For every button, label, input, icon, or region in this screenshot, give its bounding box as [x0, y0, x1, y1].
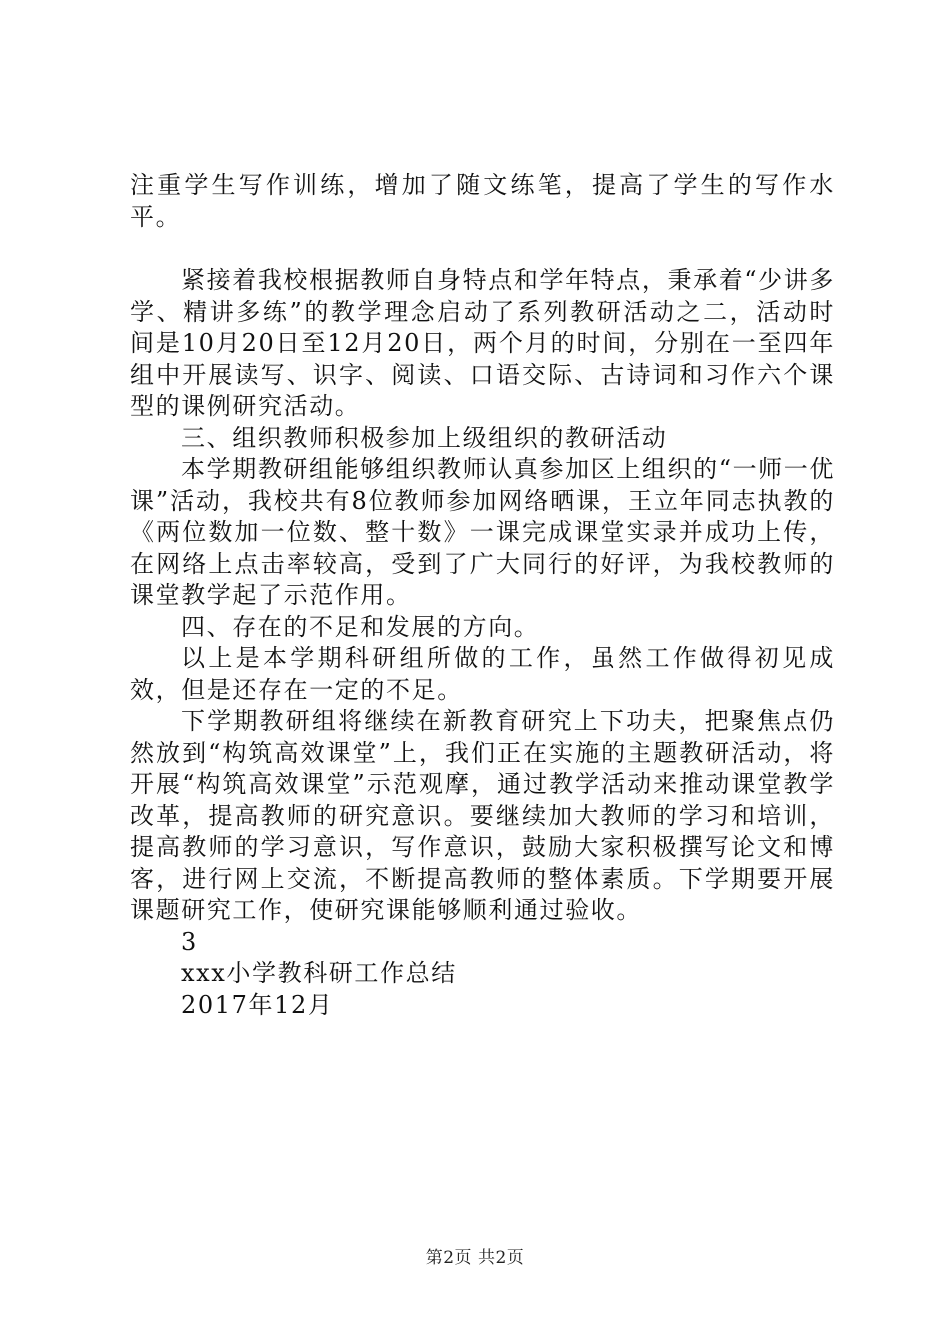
document-body	[130, 170, 835, 1021]
section-heading-four: 四、存在的不足和发展的方向。	[181, 612, 540, 641]
paragraph-next-semester: 下学期教研组将继续在新教育研究上下功夫，把聚焦点仍然放到“构筑高效课堂”上，我们正在实施的主题教研活动，将开展“构筑高效课堂”示范观摩，通过教学活动来推动课堂教学改革，提高教师的研究意识。要继续加大教师的学习和培训，提高教师的学习意识，写作意识，鼓励大家积极撰写论文和博客，进行网上交流，不断提高教师的整体素质。下学期要开展课题研究工作，使研究课能够顺利通过验收。	[130, 707, 835, 924]
paragraph-continuation: 注重学生写作训练，增加了随文练笔，提高了学生的写作水平。	[130, 171, 835, 231]
tail-number: 3	[181, 927, 198, 956]
paragraph-shortcomings: 以上是本学期科研组所做的工作，虽然工作做得初见成效，但是还存在一定的不足。	[130, 644, 835, 704]
paragraph-teaching-activity: 紧接着我校根据教师自身特点和学年特点，秉承着“少讲多学、精讲多练”的教学理念启动了系列教研活动之二，活动时间是10月20日至12月20日，两个月的时间，分别在一至四年组中开展读写、识字、阅读、口语交际、古诗词和习作六个课型的课例研究活动。	[130, 266, 835, 420]
signature-date: 2017年12月	[181, 990, 334, 1019]
section-heading-three: 三、组织教师积极参加上级组织的教研活动	[181, 423, 668, 452]
signature-title: xxx小学教科研工作总结	[181, 959, 457, 987]
page-indicator: 第2页 共2页	[425, 1248, 525, 1268]
paragraph-online-lessons: 本学期教研组能够组织教师认真参加区上组织的“一师一优课”活动，我校共有8位教师参加网络晒课，王立年同志执教的《两位数加一位数、整十数》一课完成课堂实录并成功上传，在网络上点击率较高，受到了广大同行的好评，为我校教师的课堂教学起了示范作用。	[130, 455, 835, 609]
